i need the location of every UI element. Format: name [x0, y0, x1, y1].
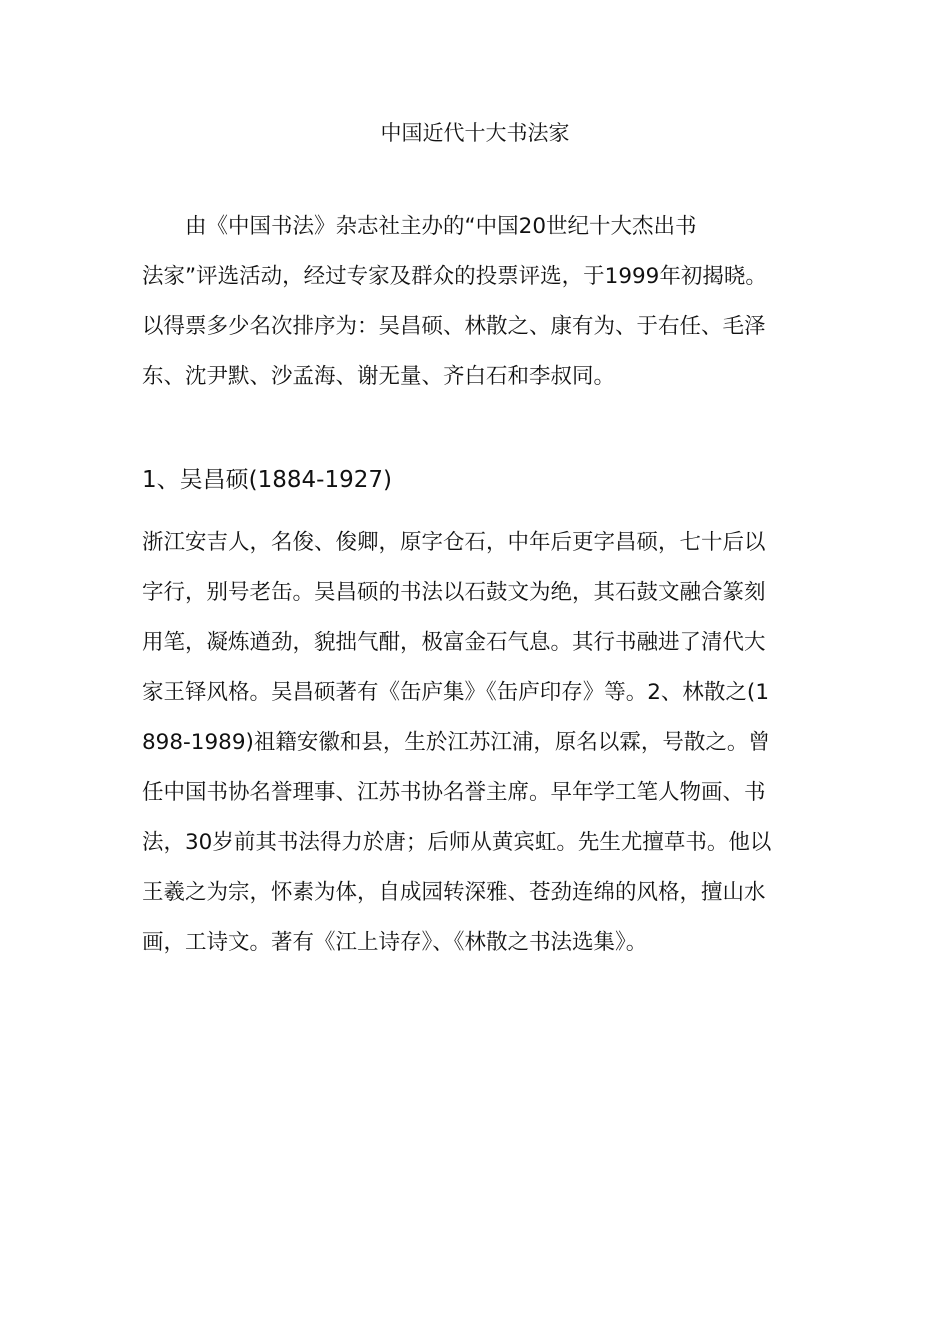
body-line: 法，30岁前其书法得力於唐；后师从黄宾虹。先生尤擅草书。他以: [142, 830, 772, 855]
body-line: 任中国书协名誉理事、江苏书协名誉主席。早年学工笔人物画、书: [142, 780, 766, 805]
intro-line: 法家”评选活动，经过专家及群众的投票评选，于1999年初揭晓。: [142, 264, 767, 289]
body-line: 字行，别号老缶。吴昌硕的书法以石鼓文为绝，其石鼓文融合篆刻: [142, 580, 766, 605]
intro-line: 东、沈尹默、沙孟海、谢无量、齐白石和李叔同。: [142, 364, 616, 389]
body-line: 用笔，凝炼遒劲，貌拙气酣，极富金石气息。其行书融进了清代大: [142, 630, 766, 655]
body-paragraph: [142, 518, 771, 968]
body-line: 王羲之为宗，怀素为体，自成园转深雅、苍劲连绵的风格，擅山水: [142, 880, 766, 905]
section-heading: 1、吴昌硕(1884-1927): [142, 467, 392, 493]
intro-paragraph: [142, 202, 767, 402]
body-line: 浙江安吉人，名俊、俊卿，原字仓石，中年后更字昌硕，七十后以: [142, 530, 766, 555]
intro-line: 由《中国书法》杂志社主办的“中国20世纪十大杰出书: [142, 214, 697, 239]
body-line: 898-1989)祖籍安徽和县，生於江苏江浦，原名以霖，号散之。曾: [142, 730, 770, 755]
body-line: 画，工诗文。著有《江上诗存》、《林散之书法选集》。: [142, 930, 648, 955]
document-title: 中国近代十大书法家: [380, 121, 570, 145]
body-line: 家王铎风格。吴昌硕著有《缶庐集》《缶庐印存》等。2、林散之(1: [142, 680, 769, 705]
intro-line: 以得票多少名次排序为：吴昌硕、林散之、康有为、于右任、毛泽: [142, 314, 766, 339]
